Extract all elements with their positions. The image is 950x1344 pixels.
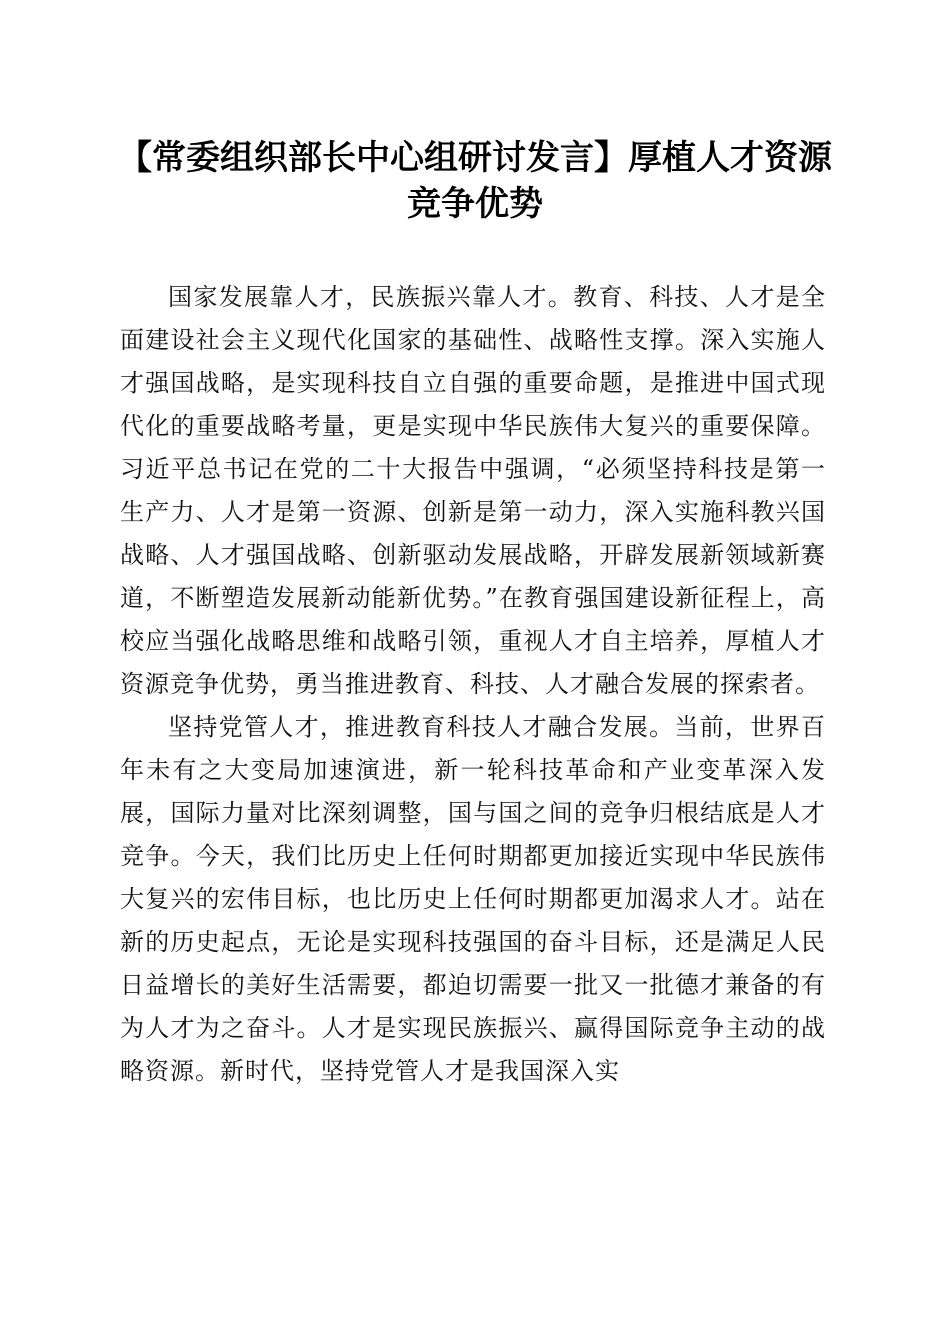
document-title: 【常委组织部长中心组研讨发言】厚植人才资源竞争优势 [118, 138, 832, 224]
document-body [120, 276, 826, 1093]
paragraph-2: 坚持党管人才，推进教育科技人才融合发展。当前，世界百年未有之大变局加速演进，新一轮科技革命和产业变革深入发展，国际力量对比深刻调整，国与国之间的竞争归根结底是人才竞争。今天，我们比历史上任何时期都更加接近实现中华民族伟大复兴的宏伟目标，也比历史上任何时期都更加渴求人才。站在新的历史起点，无论是实现科技强国的奋斗目标，还是满足人民日益增长的美好生活需要，都迫切需要一批又一批德才兼备的有为人才为之奋斗。人才是实现民族振兴、赢得国际竞争主动的战略资源。新时代，坚持党管人才是我国深入实 [120, 713, 826, 1085]
paragraph-1: 国家发展靠人才，民族振兴靠人才。教育、科技、人才是全面建设社会主义现代化国家的基础性、战略性支撑。深入实施人才强国战略，是实现科技自立自强的重要命题，是推进中国式现代化的重要战略考量，更是实现中华民族伟大复兴的重要保障。习近平总书记在党的二十大报告中强调，“必须坚持科技是第一生产力、人才是第一资源、创新是第一动力，深入实施科教兴国战略、人才强国战略、创新驱动发展战略，开辟发展新领域新赛道，不断塑造发展新动能新优势。”在教育强国建设新征程上，高校应当强化战略思维和战略引领，重视人才自主培养，厚植人才资源竞争优势，勇当推进教育、科技、人才融合发展的探索者。 [120, 283, 826, 698]
